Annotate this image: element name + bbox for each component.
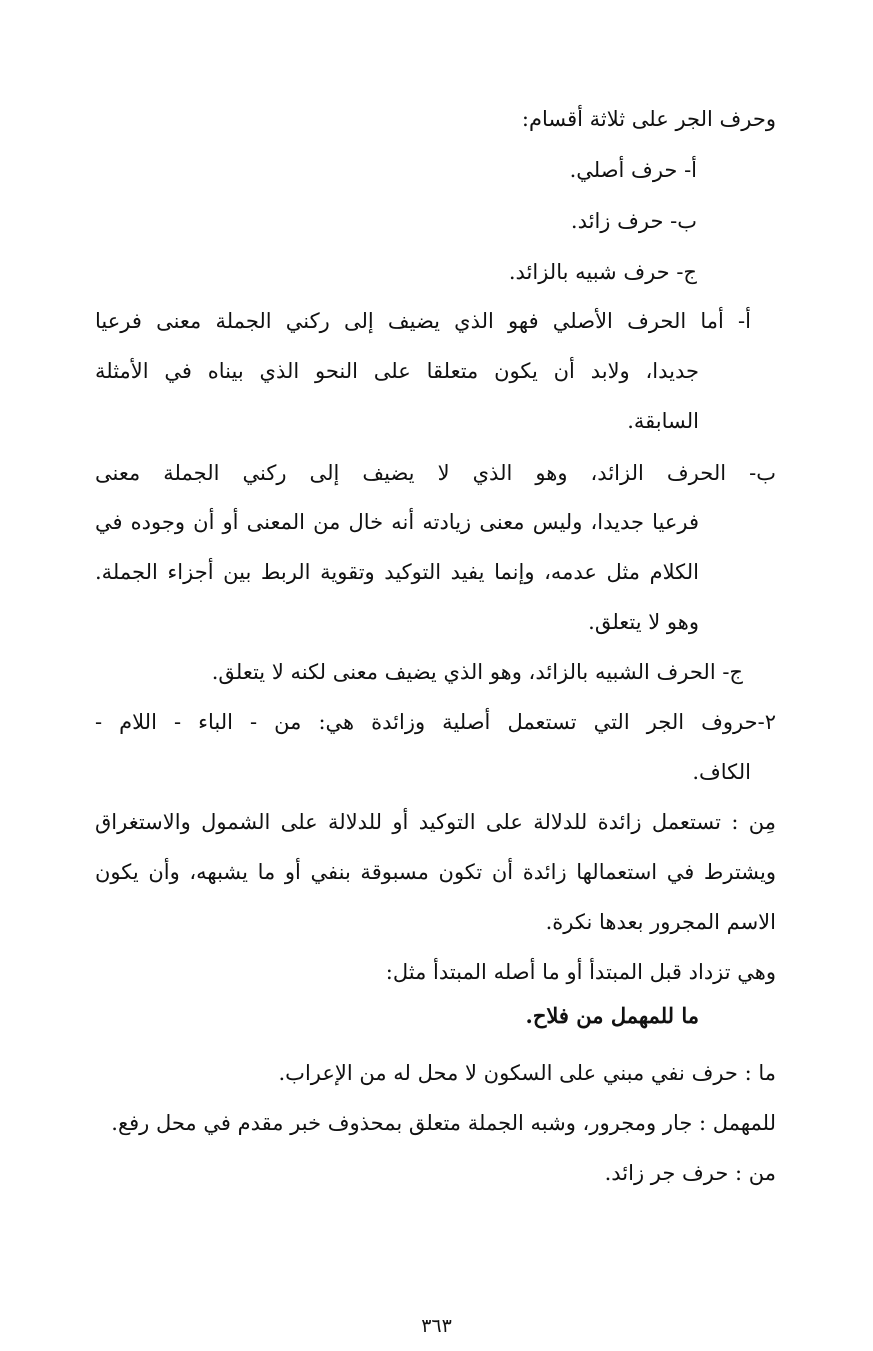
para-b-line-3: الكلام مثل عدمه، وإنما يفيد التوكيد وتقوية الربط بين أجزاء الجملة. (95, 560, 699, 584)
section-2-line-1: ٢-حروف الجر التي تستعمل أصلية وزائدة هي: من - الباء - اللام - (95, 710, 776, 734)
min-line-3: الاسم المجرور بعدها نكرة. (545, 910, 776, 934)
para-a-line-2: جديدا، ولابد أن يكون متعلقا على النحو الذي بيناه في الأمثلة (95, 359, 699, 383)
min-line-2: ويشترط في استعمالها زائدة أن تكون مسبوقة بنفي أو ما يشبهه، وأن يكون (95, 860, 776, 884)
tazdad-line: وهي تزداد قبل المبتدأ أو ما أصله المبتدأ مثل: (385, 960, 776, 984)
intro-line: وحرف الجر على ثلاثة أقسام: (521, 107, 776, 131)
para-b-line-1: ب- الحرف الزائد، وهو الذي لا يضيف إلى ركني الجملة معنى (95, 461, 776, 485)
section-2-line-2: الكاف. (692, 760, 751, 784)
list-item-a: أ- حرف أصلي. (569, 158, 697, 182)
example-sentence: ما للمهمل من فلاح. (525, 1003, 699, 1028)
min-line-1: مِن : تستعمل زائدة للدلالة على التوكيد أو للدلالة على الشمول والاستغراق (95, 810, 776, 834)
para-c-line-1: ج- الحرف الشبيه بالزائد، وهو الذي يضيف معنى لكنه لا يتعلق. (211, 660, 743, 684)
list-item-c: ج- حرف شبيه بالزائد. (508, 260, 697, 284)
para-a-line-3: السابقة. (627, 409, 699, 433)
list-item-b: ب- حرف زائد. (570, 209, 697, 233)
para-b-line-4: وهو لا يتعلق. (588, 610, 699, 634)
page-number: ٣٦٣ (421, 1315, 452, 1337)
para-a-line-1: أ- أما الحرف الأصلي فهو الذي يضيف إلى ركني الجملة معنى فرعيا (95, 309, 751, 333)
i3rab-line-3: من : حرف جر زائد. (604, 1161, 776, 1185)
i3rab-line-1: ما : حرف نفي مبني على السكون لا محل له من الإعراب. (278, 1061, 776, 1085)
i3rab-line-2: للمهمل : جار ومجرور، وشبه الجملة متعلق بمحذوف خبر مقدم في محل رفع. (111, 1111, 776, 1135)
para-b-line-2: فرعيا جديدا، وليس معنى زيادته أنه خال من المعنى أو أن وجوده في (95, 510, 699, 534)
